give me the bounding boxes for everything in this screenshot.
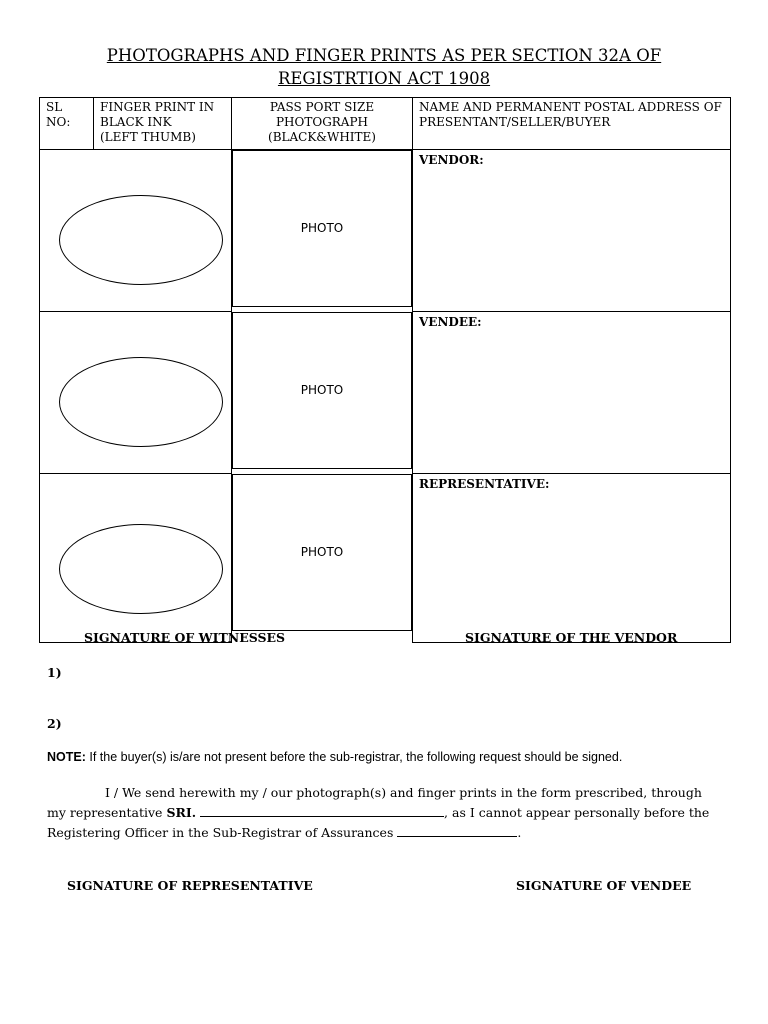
sub-registrar-blank[interactable] — [397, 824, 517, 837]
registration-table — [39, 97, 731, 643]
note-label: NOTE: — [47, 750, 86, 764]
header-address: NAME AND PERMANENT POSTAL ADDRESS OF PRESENTANT/SELLER/BUYER — [413, 98, 731, 150]
table-row — [40, 150, 731, 312]
table-row — [40, 474, 731, 643]
photo-box[interactable] — [232, 150, 412, 307]
thumb-print-oval — [59, 195, 223, 285]
representative-name-blank[interactable] — [200, 804, 444, 817]
representative-address-box[interactable] — [413, 474, 731, 643]
photo-box[interactable] — [232, 312, 412, 469]
witness-2-label: 2) — [47, 716, 62, 731]
title-line-2: REGISTRTION ACT 1908 — [277, 69, 491, 88]
photo-label: PHOTO — [300, 544, 344, 559]
signature-of-vendee-label: SIGNATURE OF VENDEE — [516, 878, 692, 893]
signature-of-representative-label: SIGNATURE OF REPRESENTATIVE — [67, 878, 313, 893]
note — [47, 750, 622, 764]
thumb-print-box[interactable] — [40, 150, 232, 312]
party-label: VENDOR: — [419, 153, 484, 167]
paragraph-text-3: . — [517, 825, 522, 840]
paragraph-text-2: , as I cannot appear personally before the Registering Officer in the Sub-Registrar of Assurances — [47, 805, 710, 840]
vendee-address-box[interactable] — [413, 312, 731, 474]
request-paragraph — [47, 783, 723, 843]
photo-box[interactable] — [232, 474, 412, 631]
header-finger-print: FINGER PRINT IN BLACK INK (LEFT THUMB) — [94, 98, 232, 150]
thumb-print-box[interactable] — [40, 312, 232, 474]
photo-label: PHOTO — [300, 382, 344, 397]
header-photograph: PASS PORT SIZE PHOTOGRAPH (BLACK&WHITE) — [232, 98, 413, 150]
header-sl-no: SL NO: — [40, 98, 94, 150]
note-text: If the buyer(s) is/are not present before the sub-registrar, the following request should be signed. — [85, 750, 623, 764]
document-title — [0, 44, 768, 90]
vendor-address-box[interactable] — [413, 150, 731, 312]
paragraph-text-1: I / We send herewith my / our photograph(s) and finger prints in the form prescribed, through my representative — [47, 785, 702, 820]
thumb-print-oval — [59, 357, 223, 447]
sri-label: SRI. — [166, 805, 197, 820]
signature-of-witnesses-label: SIGNATURE OF WITNESSES — [84, 630, 286, 645]
photo-label: PHOTO — [300, 221, 344, 235]
signature-of-vendor-label: SIGNATURE OF THE VENDOR — [465, 630, 678, 645]
table-header-row — [40, 98, 731, 150]
thumb-print-box[interactable] — [40, 474, 232, 643]
thumb-print-oval — [59, 524, 223, 614]
witness-1-label: 1) — [47, 665, 62, 680]
title-line-1: PHOTOGRAPHS AND FINGER PRINTS AS PER SECTION 32A OF — [106, 46, 662, 65]
party-label: REPRESENTATIVE: — [419, 477, 550, 491]
table-row — [40, 312, 731, 474]
party-label: VENDEE: — [419, 315, 482, 329]
